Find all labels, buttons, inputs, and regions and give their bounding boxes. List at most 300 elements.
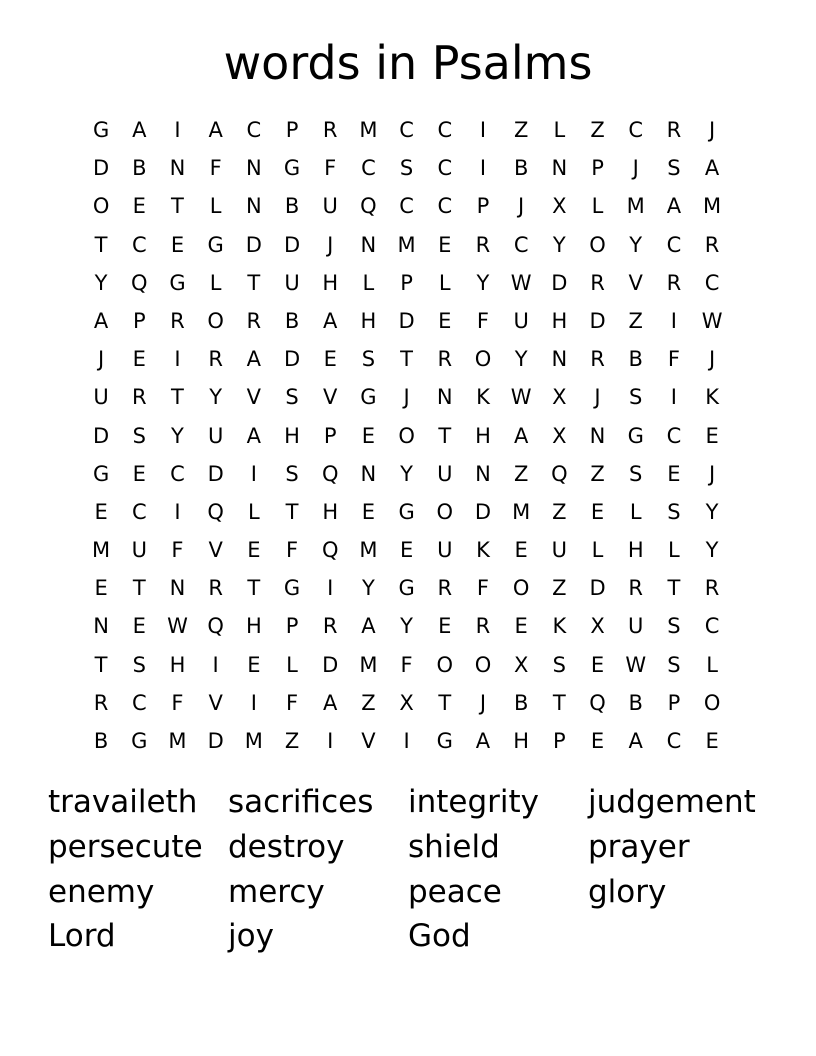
grid-letter: W: [167, 614, 188, 639]
grid-letter: Y: [171, 423, 184, 448]
grid-letter: K: [476, 538, 490, 563]
grid-letter: A: [246, 347, 262, 372]
grid-letter: M: [359, 652, 378, 677]
grid-letter: E: [361, 423, 376, 448]
grid-letter: J: [632, 156, 639, 181]
grid-letter: D: [207, 729, 224, 753]
grid-letter: B: [513, 156, 529, 181]
grid-letter: N: [436, 385, 453, 410]
grid-letter: A: [361, 614, 376, 639]
grid-letter: Q: [207, 499, 224, 524]
grid-letter: Y: [629, 232, 643, 257]
grid-letter: Q: [207, 614, 224, 639]
grid-letter: D: [245, 232, 262, 257]
word-list-item: shield: [408, 828, 500, 865]
grid-letter: N: [169, 156, 186, 181]
grid-letter: C: [399, 194, 414, 219]
grid-letter: I: [479, 156, 487, 181]
word-list-item: judgement: [588, 784, 756, 820]
grid-letter: C: [246, 118, 262, 142]
grid-letter: R: [170, 308, 185, 333]
grid-letter: E: [247, 652, 261, 677]
grid-letter: P: [400, 270, 413, 295]
grid-row: [82, 569, 731, 607]
grid-letter: B: [284, 308, 300, 333]
grid-letter: N: [93, 614, 109, 639]
grid-letter: B: [628, 347, 643, 372]
grid-letter: E: [94, 499, 108, 524]
grid-letter: S: [361, 347, 376, 372]
grid-letter: C: [399, 118, 414, 142]
grid-letter: A: [93, 308, 109, 333]
grid-letter: D: [551, 270, 568, 295]
grid-letter: M: [397, 232, 416, 257]
grid-letter: J: [403, 385, 410, 410]
grid-letter: D: [474, 499, 492, 524]
grid-letter: F: [285, 538, 299, 563]
grid-letter: A: [208, 118, 223, 142]
grid-letter: I: [250, 461, 257, 486]
grid-row: [82, 187, 731, 225]
grid-letter: E: [132, 614, 146, 639]
grid-letter: M: [168, 729, 187, 753]
grid-letter: L: [591, 194, 604, 219]
grid-row: [82, 684, 731, 722]
grid-letter: O: [436, 499, 454, 524]
grid-letter: C: [666, 729, 682, 753]
grid-row: [82, 531, 731, 569]
grid-letter: O: [512, 576, 530, 601]
grid-letter: I: [174, 499, 181, 524]
grid-letter: E: [94, 576, 108, 601]
grid-letter: A: [246, 423, 262, 448]
grid-letter: K: [552, 614, 567, 639]
grid-letter: R: [475, 232, 491, 257]
grid-letter: E: [361, 499, 376, 524]
grid-letter: M: [359, 118, 378, 142]
grid-letter: O: [436, 652, 454, 677]
grid-letter: S: [132, 652, 146, 677]
grid-letter: X: [513, 652, 529, 677]
word-list-item: glory: [588, 873, 667, 910]
grid-letter: B: [628, 690, 643, 715]
grid-letter: Z: [513, 118, 529, 142]
grid-letter: L: [362, 270, 375, 295]
grid-letter: S: [667, 614, 681, 639]
grid-letter: G: [360, 385, 377, 410]
grid-letter: U: [93, 385, 109, 410]
grid-letter: T: [667, 576, 681, 601]
grid-letter: S: [285, 461, 299, 486]
grid-letter: N: [475, 461, 491, 486]
grid-letter: U: [207, 423, 224, 448]
grid-letter: H: [513, 729, 530, 753]
grid-letter: M: [92, 538, 111, 563]
grid-letter: R: [437, 576, 453, 601]
grid-letter: P: [553, 729, 566, 753]
grid-letter: G: [627, 423, 644, 448]
grid-letter: H: [322, 270, 339, 295]
grid-row: [82, 378, 731, 416]
grid-letter: F: [209, 156, 222, 181]
grid-letter: P: [285, 614, 299, 639]
grid-letter: R: [704, 576, 720, 601]
grid-letter: U: [322, 194, 338, 219]
grid-letter: S: [629, 385, 643, 410]
grid-letter: Z: [513, 461, 529, 486]
grid-letter: Y: [209, 385, 223, 410]
grid-letter: I: [327, 729, 334, 753]
grid-letter: U: [513, 308, 529, 333]
grid-letter: R: [208, 347, 223, 372]
grid-letter: Z: [552, 499, 567, 524]
grid-letter: V: [208, 538, 223, 563]
grid-letter: Q: [589, 690, 606, 715]
grid-letter: S: [132, 423, 146, 448]
grid-letter: L: [209, 194, 222, 219]
grid-letter: Y: [705, 499, 719, 524]
grid-letter: C: [666, 232, 682, 257]
grid-letter: Y: [400, 614, 413, 639]
grid-letter: V: [246, 385, 262, 410]
grid-letter: E: [132, 347, 146, 372]
grid-letter: I: [212, 652, 219, 677]
grid-letter: Y: [400, 461, 413, 486]
grid-letter: G: [398, 499, 415, 524]
grid-letter: G: [92, 118, 110, 142]
grid-letter: L: [553, 118, 566, 142]
grid-letter: C: [628, 118, 644, 142]
grid-letter: D: [93, 156, 110, 181]
grid-letter: G: [92, 461, 110, 486]
grid-letter: L: [706, 652, 718, 677]
grid-letter: R: [208, 576, 223, 601]
grid-row: [82, 264, 731, 302]
grid-letter: S: [552, 652, 567, 677]
word-list-item: enemy: [48, 873, 155, 910]
grid-letter: U: [551, 538, 568, 563]
grid-letter: D: [207, 461, 224, 486]
grid-letter: R: [628, 576, 644, 601]
grid-letter: S: [667, 652, 681, 677]
grid-letter: X: [590, 614, 605, 639]
grid-letter: E: [590, 652, 605, 677]
grid-letter: Z: [590, 118, 605, 142]
grid-letter: I: [479, 118, 487, 142]
grid-letter: C: [437, 118, 453, 142]
grid-letter: N: [169, 576, 186, 601]
grid-letter: F: [476, 576, 490, 601]
grid-letter: Y: [361, 576, 375, 601]
word-list-item: destroy: [228, 828, 345, 865]
page-title: words in Psalms: [223, 36, 593, 90]
grid-letter: A: [323, 308, 338, 333]
grid-letter: M: [703, 194, 722, 219]
grid-letter: T: [247, 576, 261, 601]
grid-letter: O: [703, 690, 721, 715]
grid-letter: U: [437, 461, 453, 486]
grid-letter: X: [552, 385, 567, 410]
grid-row: [82, 455, 731, 493]
grid-letter: Q: [321, 461, 339, 486]
grid-letter: W: [701, 308, 723, 333]
grid-letter: E: [438, 614, 452, 639]
grid-letter: T: [247, 270, 261, 295]
grid-letter: Z: [628, 308, 643, 333]
grid-letter: C: [131, 232, 147, 257]
grid-letter: V: [208, 690, 223, 715]
grid-letter: K: [476, 385, 490, 410]
grid-letter: Q: [360, 194, 377, 219]
grid-row: [82, 417, 731, 455]
grid-letter: Q: [321, 538, 339, 563]
grid-row: [82, 226, 731, 264]
grid-letter: A: [704, 156, 720, 181]
grid-letter: J: [327, 232, 334, 257]
grid-letter: T: [171, 385, 184, 410]
word-list-item: joy: [228, 918, 274, 955]
grid-letter: F: [324, 156, 337, 181]
grid-letter: T: [132, 576, 146, 601]
grid-letter: Q: [551, 461, 568, 486]
grid-letter: Z: [590, 461, 605, 486]
grid-letter: I: [670, 385, 677, 410]
grid-letter: E: [667, 461, 681, 486]
grid-letter: A: [513, 423, 529, 448]
grid-letter: E: [132, 461, 146, 486]
grid-letter: U: [628, 614, 644, 639]
grid-letter: E: [399, 538, 414, 563]
grid-letter: S: [667, 499, 681, 524]
grid-letter: W: [625, 652, 647, 677]
grid-letter: F: [171, 690, 184, 715]
word-list-item: mercy: [228, 873, 325, 910]
grid-letter: X: [552, 194, 567, 219]
grid-letter: W: [510, 385, 532, 410]
grid-letter: R: [704, 232, 720, 257]
grid-letter: N: [245, 156, 262, 181]
grid-letter: L: [629, 499, 642, 524]
grid-letter: O: [474, 347, 492, 372]
grid-letter: B: [93, 729, 109, 753]
grid-letter: G: [283, 576, 301, 601]
grid-letter: E: [323, 347, 337, 372]
grid-letter: E: [705, 729, 719, 753]
grid-row: [82, 493, 731, 531]
grid-letter: T: [94, 652, 108, 677]
grid-letter: X: [399, 690, 414, 715]
word-list-item: persecute: [48, 828, 203, 865]
grid-letter: S: [629, 461, 643, 486]
grid-letter: U: [437, 538, 453, 563]
grid-letter: C: [170, 461, 185, 486]
grid-letter: W: [510, 270, 532, 295]
grid-letter: C: [704, 270, 720, 295]
grid-letter: J: [594, 385, 601, 410]
grid-letter: I: [403, 729, 410, 753]
grid-letter: Y: [552, 232, 566, 257]
grid-letter: R: [131, 385, 147, 410]
grid-letter: R: [322, 118, 338, 142]
grid-letter: B: [132, 156, 147, 181]
grid-letter: O: [398, 423, 415, 448]
grid-letter: H: [551, 308, 568, 333]
grid-letter: T: [400, 347, 413, 372]
grid-letter: D: [589, 308, 606, 333]
grid-row: [82, 111, 731, 149]
grid-letter: G: [131, 729, 148, 753]
grid-letter: Y: [514, 347, 528, 372]
grid-letter: S: [667, 156, 681, 181]
word-list-item: peace: [408, 873, 502, 910]
grid-letter: C: [666, 423, 682, 448]
grid-letter: M: [512, 499, 531, 524]
grid-letter: A: [628, 729, 643, 753]
grid-letter: T: [438, 690, 452, 715]
grid-letter: C: [361, 156, 376, 181]
grid-letter: L: [247, 499, 260, 524]
grid-letter: R: [666, 270, 682, 295]
grid-letter: B: [513, 690, 529, 715]
grid-letter: L: [209, 270, 222, 295]
grid-letter: F: [476, 308, 490, 333]
grid-letter: P: [667, 690, 681, 715]
grid-letter: V: [361, 729, 376, 753]
grid-letter: J: [97, 347, 105, 372]
grid-letter: V: [323, 385, 338, 410]
grid-letter: T: [552, 690, 566, 715]
grid-letter: J: [708, 118, 716, 142]
grid-letter: J: [708, 461, 716, 486]
grid-letter: D: [322, 652, 339, 677]
word-list-item: Lord: [48, 918, 116, 955]
grid-letter: H: [627, 538, 644, 563]
grid-letter: E: [705, 423, 719, 448]
grid-letter: Y: [94, 270, 108, 295]
grid-letter: L: [668, 538, 680, 563]
grid-letter: M: [626, 194, 645, 219]
grid-letter: C: [513, 232, 529, 257]
grid-letter: H: [322, 499, 339, 524]
grid-letter: C: [437, 194, 453, 219]
grid-letter: J: [479, 690, 487, 715]
grid-letter: H: [475, 423, 491, 448]
grid-letter: G: [207, 232, 224, 257]
grid-letter: M: [359, 538, 378, 563]
grid-row: [82, 646, 731, 684]
grid-letter: S: [399, 156, 414, 181]
grid-letter: U: [284, 270, 300, 295]
grid-letter: I: [250, 690, 257, 715]
grid-letter: E: [438, 232, 452, 257]
grid-letter: L: [591, 538, 604, 563]
grid-letter: C: [704, 614, 720, 639]
grid-letter: R: [322, 614, 338, 639]
grid-letter: E: [247, 538, 261, 563]
grid-letter: G: [436, 729, 453, 753]
grid-letter: T: [285, 499, 299, 524]
grid-letter: P: [476, 194, 490, 219]
grid-letter: J: [708, 347, 716, 372]
grid-row: [82, 722, 731, 760]
grid-letter: R: [437, 347, 453, 372]
grid-letter: A: [323, 690, 338, 715]
grid-letter: N: [245, 194, 262, 219]
grid-letter: D: [283, 347, 301, 372]
grid-letter: F: [400, 652, 413, 677]
grid-letter: R: [93, 690, 109, 715]
grid-letter: O: [92, 194, 110, 219]
grid-letter: F: [171, 538, 184, 563]
grid-letter: I: [670, 308, 677, 333]
grid-letter: U: [131, 538, 147, 563]
grid-letter: D: [589, 576, 606, 601]
grid-letter: E: [438, 308, 452, 333]
grid-row: [82, 340, 731, 378]
grid-letter: I: [327, 576, 334, 601]
grid-letter: H: [245, 614, 262, 639]
grid-letter: F: [285, 690, 299, 715]
grid-letter: D: [93, 423, 110, 448]
grid-letter: S: [285, 385, 299, 410]
grid-letter: I: [174, 347, 181, 372]
grid-row: [82, 302, 731, 340]
grid-letter: Y: [705, 538, 719, 563]
grid-letter: Y: [476, 270, 490, 295]
grid-letter: D: [398, 308, 415, 333]
grid-letter: A: [475, 729, 491, 753]
word-list-item: integrity: [408, 784, 540, 820]
grid-letter: E: [170, 232, 185, 257]
grid-letter: H: [284, 423, 300, 448]
grid-letter: N: [589, 423, 606, 448]
grid-letter: O: [589, 232, 606, 257]
grid-letter: T: [171, 194, 184, 219]
grid-letter: R: [475, 614, 491, 639]
grid-letter: I: [174, 118, 181, 142]
grid-letter: R: [246, 308, 262, 333]
grid-letter: Z: [284, 729, 300, 753]
grid-letter: G: [283, 156, 301, 181]
grid-letter: Z: [361, 690, 376, 715]
grid-letter: D: [283, 232, 301, 257]
grid-letter: P: [323, 423, 337, 448]
grid-letter: E: [132, 194, 146, 219]
grid-letter: H: [360, 308, 377, 333]
grid-letter: P: [285, 118, 299, 142]
grid-letter: N: [551, 347, 568, 372]
grid-letter: G: [169, 270, 186, 295]
grid-letter: H: [169, 652, 186, 677]
grid-letter: M: [244, 729, 263, 753]
grid-letter: R: [590, 270, 605, 295]
grid-letter: E: [514, 614, 528, 639]
grid-letter: Q: [131, 270, 148, 295]
grid-letter: J: [518, 194, 525, 219]
grid-letter: A: [132, 118, 147, 142]
grid-letter: T: [438, 423, 452, 448]
grid-letter: B: [284, 194, 300, 219]
word-list-item: prayer: [588, 828, 690, 865]
word-list-item: travaileth: [48, 784, 198, 820]
grid-letter: R: [590, 347, 605, 372]
grid-letter: K: [705, 385, 719, 410]
grid-letter: C: [131, 499, 147, 524]
grid-letter: T: [94, 232, 108, 257]
grid-letter: L: [286, 652, 298, 677]
word-list: [48, 780, 768, 959]
grid-letter: N: [360, 461, 377, 486]
